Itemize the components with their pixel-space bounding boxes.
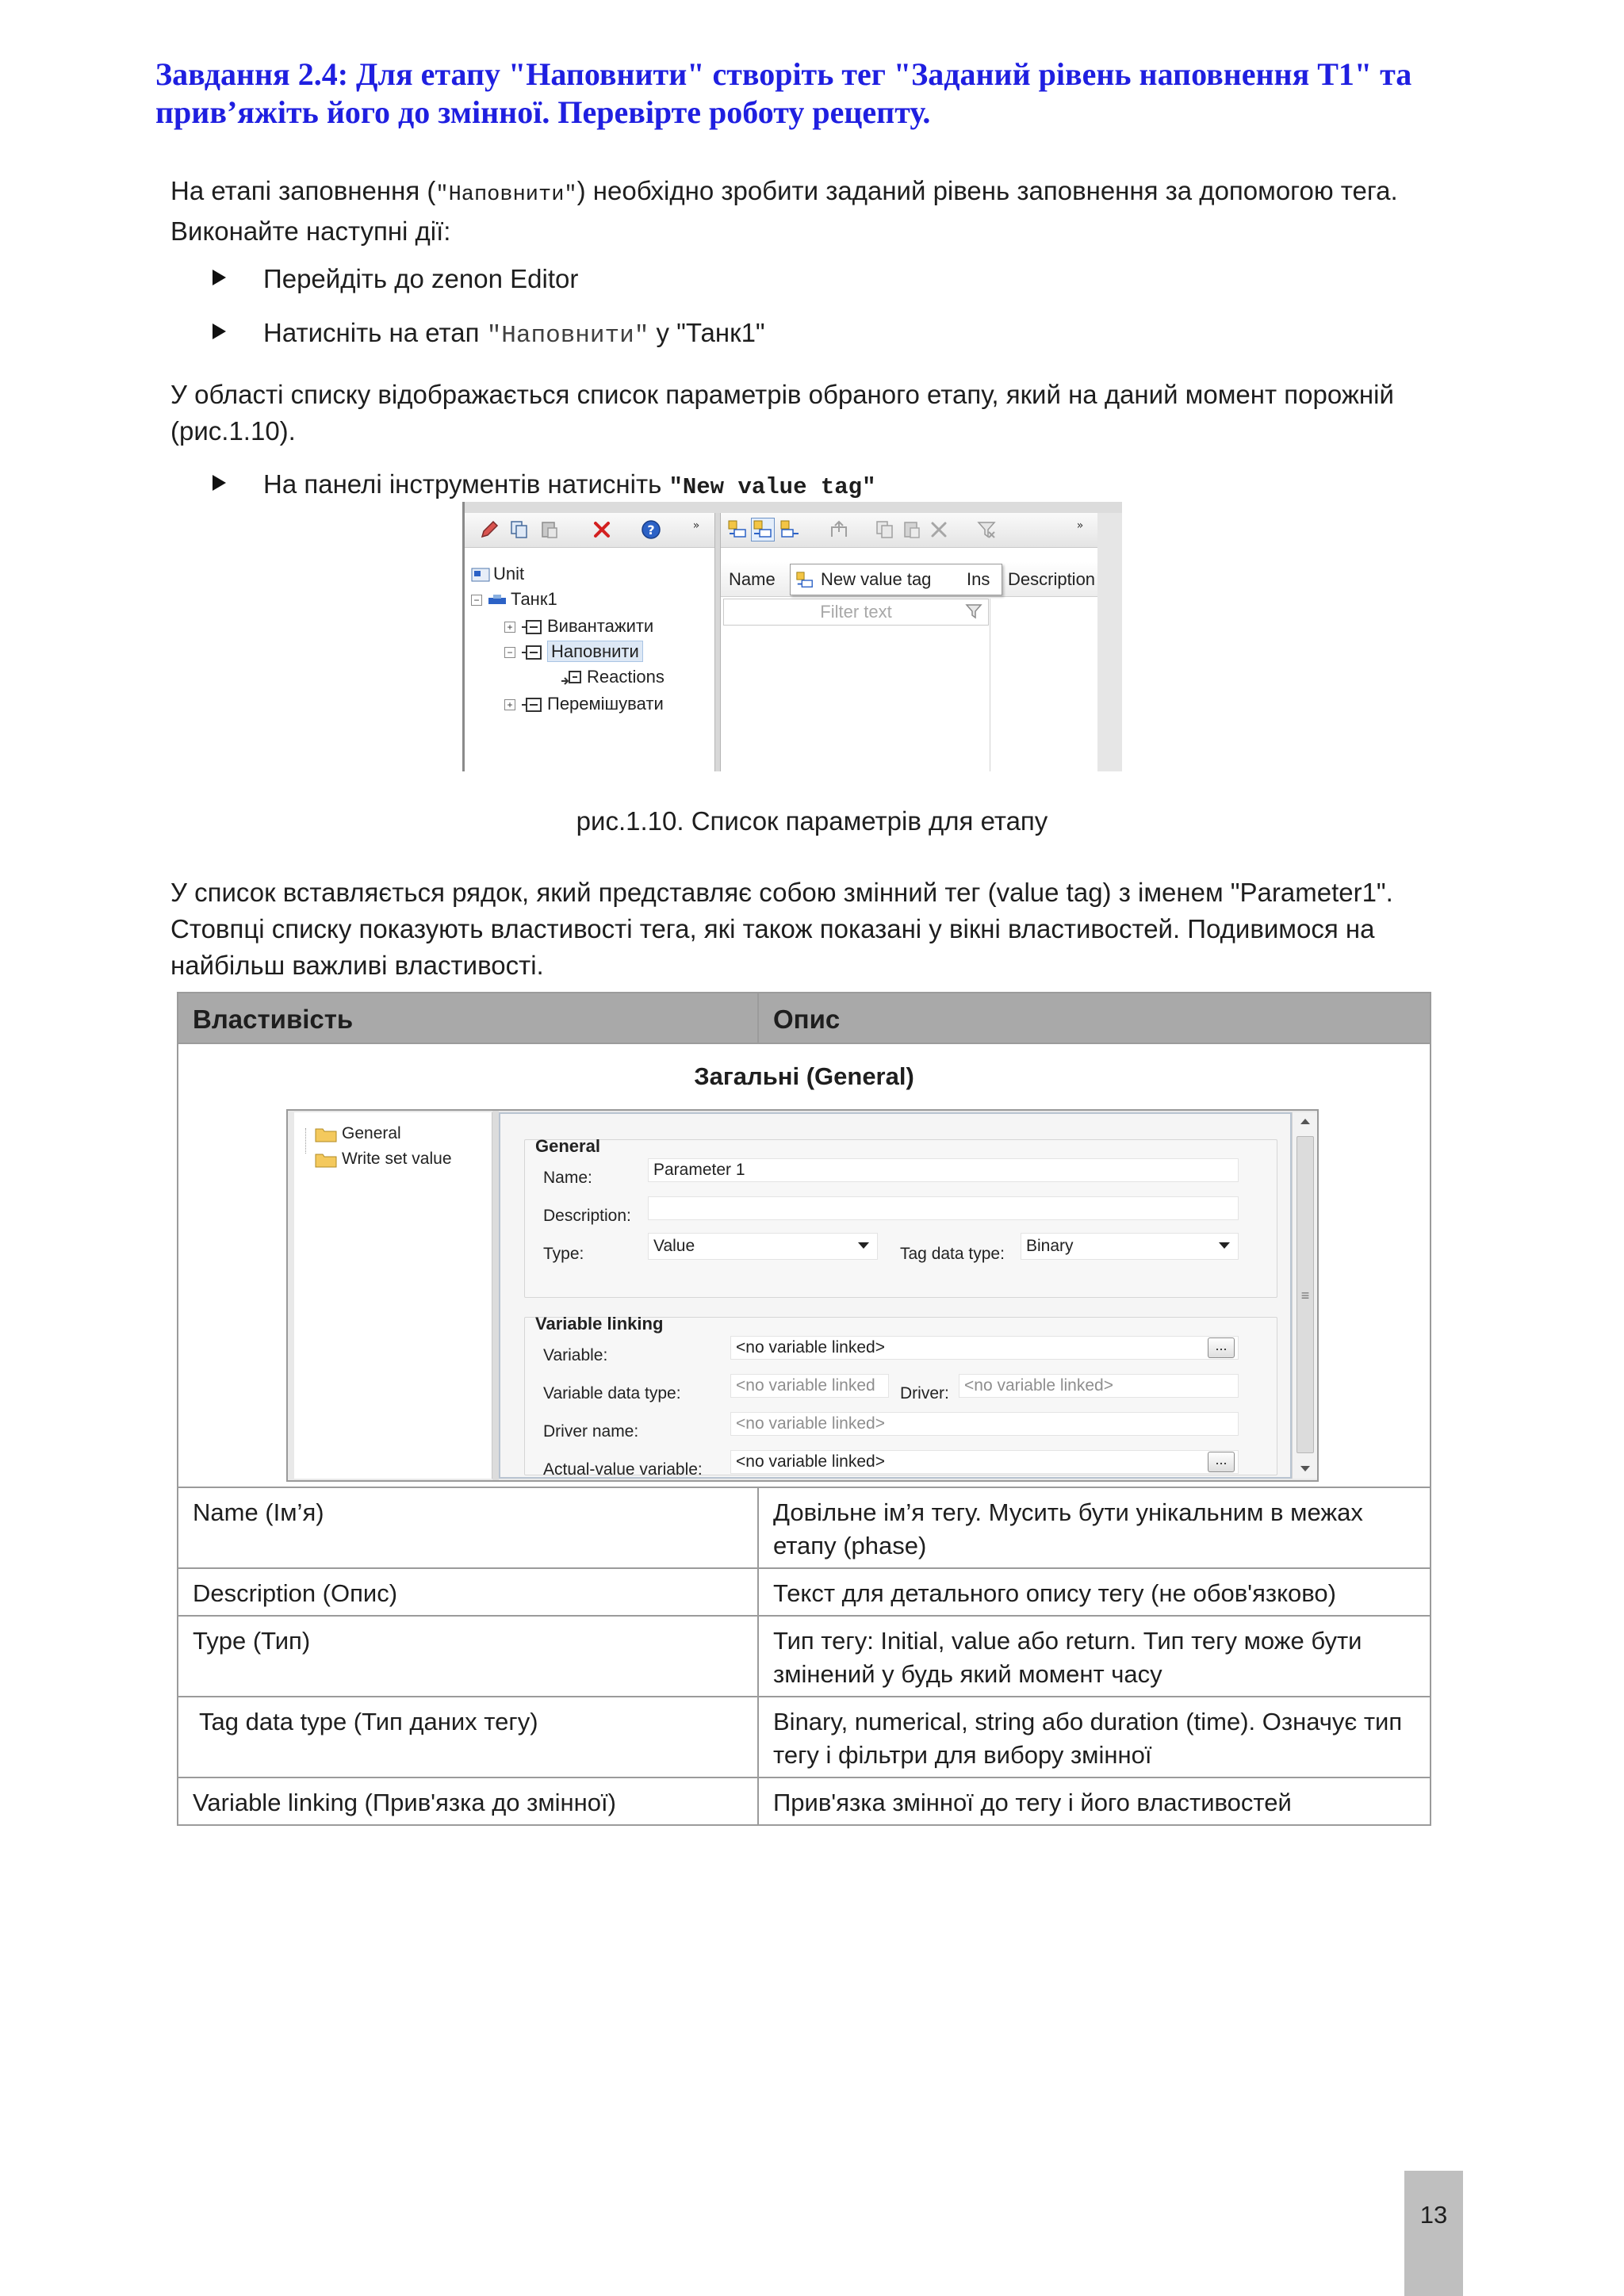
table-row [178, 1568, 1431, 1616]
general-group-title: General [535, 1136, 600, 1156]
tree-label: Unit [493, 564, 525, 584]
tree-node-phase[interactable] [504, 692, 664, 716]
window-right-edge [1097, 513, 1122, 771]
toolbar-overflow-icon[interactable] [690, 518, 703, 538]
description-cell: Прив'язка змінної до тегу і його властивостей [758, 1777, 1431, 1825]
list-area-paragraph: У області списку відображається список параметрів обраного етапу, який на даний момент порожній (рис.1.10). [170, 380, 1394, 446]
type-label: Type: [543, 1245, 584, 1263]
scroll-grip-icon: ≡ [1300, 1288, 1310, 1303]
property-cell: Variable linking (Прив'язка до змінної) [178, 1777, 758, 1825]
actual-value-variable-field[interactable]: <no variable linked> [730, 1450, 1239, 1474]
tree-label: Вивантажити [547, 616, 654, 636]
type-select-value: Value [653, 1237, 695, 1255]
tag-properties-screenshot [286, 1109, 1319, 1482]
intro-text-before: На етапі заповнення ( [170, 176, 436, 205]
help-icon[interactable] [641, 519, 661, 540]
tag-data-type-select[interactable] [1021, 1233, 1239, 1260]
variable-label: Variable: [543, 1346, 608, 1364]
description-field[interactable] [648, 1196, 1239, 1220]
property-cell: Type (Тип) [178, 1616, 758, 1697]
table-row [178, 1616, 1431, 1697]
expand-icon[interactable]: + [504, 699, 515, 710]
bullet-text-before: Натисніть на етап [263, 318, 487, 347]
name-field[interactable]: Parameter 1 [648, 1158, 1239, 1182]
tag-data-type-label: Tag data type: [900, 1245, 1005, 1263]
triangle-bullet-icon [213, 475, 226, 491]
bullet-text [263, 315, 765, 354]
tree-connector [305, 1128, 306, 1154]
paste-icon[interactable] [539, 519, 560, 540]
driver-label: Driver: [900, 1384, 949, 1402]
variable-linking-group-title: Variable linking [535, 1314, 664, 1334]
table-header-row [178, 993, 1431, 1043]
toolbar-overflow-icon[interactable] [1074, 518, 1086, 538]
tree-label: Reactions [587, 667, 665, 687]
tree-node-unit[interactable] [471, 562, 524, 586]
page-number: 13 [1419, 2201, 1448, 2229]
tree-node-write-set-value[interactable] [315, 1142, 452, 1176]
tank-icon [487, 591, 508, 609]
chevron-down-icon [858, 1242, 869, 1249]
folder-icon [315, 1125, 337, 1142]
tree-label: Танк1 [511, 589, 557, 609]
new-value-tag-icon[interactable] [751, 518, 775, 541]
pane-splitter[interactable] [714, 513, 721, 771]
properties-panel [499, 1112, 1292, 1479]
table-row [178, 1777, 1431, 1825]
description-cell: Текст для детального опису тегу (не обов'язково) [758, 1568, 1431, 1616]
svg-text:?: ? [647, 522, 655, 538]
variable-data-type-label: Variable data type: [543, 1384, 681, 1402]
new-value-tag-icon [795, 571, 814, 590]
collapse-icon[interactable]: − [471, 595, 482, 606]
properties-table [177, 992, 1431, 1826]
description-cell: Тип тегу: Initial, value або return. Тип тегу може бути змінений у будь який момент часу [758, 1616, 1431, 1697]
unit-icon [471, 566, 490, 584]
tree-label: Перемішувати [547, 694, 664, 714]
window-top-band [465, 502, 1122, 513]
driver-field: <no variable linked> [959, 1374, 1239, 1398]
intro-code: "Наповнити" [435, 183, 577, 207]
properties-tree [294, 1112, 492, 1479]
property-cell: Tag data type (Тип даних тегу) [178, 1697, 758, 1777]
description-cell: Довільне ім’я тегу. Мусить бути унікальним в межах етапу (phase) [758, 1487, 1431, 1568]
scroll-thumb[interactable] [1297, 1136, 1314, 1453]
table-row [178, 1697, 1431, 1777]
filter-text-input[interactable]: Filter text [723, 599, 989, 626]
svg-text:»: » [692, 519, 700, 532]
reactions-icon [560, 668, 584, 687]
bullet-code: "Наповнити" [486, 322, 649, 350]
scroll-up-arrow-icon[interactable] [1300, 1119, 1310, 1124]
new-initial-tag-icon[interactable] [727, 519, 748, 540]
triangle-bullet-icon [213, 270, 226, 285]
tree-label: Наповнити [547, 641, 643, 662]
variable-browse-button[interactable]: ... [1208, 1337, 1235, 1358]
parameter-list-pane [721, 513, 1097, 771]
tree-toolbar [465, 513, 714, 548]
description-label: Description: [543, 1207, 631, 1225]
delete-icon[interactable] [592, 519, 612, 540]
driver-name-label: Driver name: [543, 1422, 639, 1441]
value-tag-paragraph: У список вставляється рядок, який представляє собою змінний тег (value tag) з іменем "Parameter1". Стовпці списку показують властивості тега, які також показані у вікні властивостей. Подивимося на найбільш важливі властивості. [170, 878, 1393, 980]
driver-name-field: <no variable linked> [730, 1412, 1239, 1436]
tag-data-type-value: Binary [1026, 1237, 1074, 1255]
property-cell: Name (Ім’я) [178, 1487, 758, 1568]
description-cell: Binary, numerical, string або duration (time). Означує тип тегу і фільтри для вибору змінної [758, 1697, 1431, 1777]
header-description: Опис [758, 993, 1431, 1043]
svg-text:»: » [1076, 519, 1084, 532]
chevron-down-icon [1219, 1242, 1230, 1249]
header-property: Властивість [178, 993, 758, 1043]
intro-text-after: ) необхідно зробити заданий рівень заповнення за допомогою тега. Виконайте наступні дії: [170, 176, 1398, 246]
tree-node-phase-selected[interactable] [504, 640, 643, 664]
property-cell: Description (Опис) [178, 1568, 758, 1616]
bullet-code: "New value tag" [668, 474, 876, 500]
figure-caption: рис.1.10. Список параметрів для етапу [576, 806, 1048, 836]
export-icon[interactable] [829, 519, 849, 540]
copy-icon[interactable] [875, 519, 895, 540]
table-row [178, 1487, 1431, 1568]
tree-node-reactions[interactable] [560, 665, 665, 689]
variable-data-type-field: <no variable linked [730, 1374, 889, 1398]
variable-field[interactable]: <no variable linked> [730, 1336, 1239, 1360]
type-select[interactable] [648, 1233, 878, 1260]
collapse-icon[interactable]: − [504, 647, 515, 658]
actual-value-browse-button[interactable]: ... [1208, 1452, 1235, 1472]
filter-reset-icon[interactable] [976, 519, 997, 540]
new-return-tag-icon[interactable] [779, 519, 800, 540]
filter-icon[interactable] [964, 602, 983, 621]
delete-icon[interactable] [929, 519, 949, 540]
phase-icon [520, 618, 544, 637]
triangle-bullet-icon [213, 323, 226, 339]
tree-label: General [342, 1124, 401, 1142]
bullet-text-before: На панелі інструментів натисніть [263, 469, 669, 499]
task-title: Завдання 2.4: Для етапу "Наповнити" створіть тег "Заданий рівень наповнення T1" та прив’яжіть його до змінної. Перевірте роботу рецепту. [155, 56, 1412, 130]
column-description-header[interactable]: Description [1008, 569, 1096, 589]
expand-icon[interactable]: + [504, 622, 515, 633]
folder-icon [315, 1150, 337, 1168]
paste-icon[interactable] [902, 519, 922, 540]
phase-icon [520, 695, 544, 714]
vertical-scrollbar[interactable] [1292, 1112, 1319, 1479]
tooltip-label: New value tag [821, 569, 932, 589]
tree-node-tank[interactable] [471, 587, 557, 611]
general-section-row [178, 1043, 1431, 1487]
copy-icon[interactable] [509, 519, 530, 540]
intro-paragraph [170, 173, 1455, 250]
bullet-text: Перейдіть до zenon Editor [263, 264, 579, 293]
tooltip-shortcut: Ins [967, 569, 990, 589]
general-section-cell [178, 1043, 1431, 1487]
bullet-text [263, 466, 875, 506]
name-label: Name: [543, 1169, 592, 1187]
tree-label: Write set value [342, 1150, 452, 1168]
scroll-down-arrow-icon[interactable] [1300, 1466, 1310, 1471]
actual-value-variable-label: Actual-value variable: [543, 1460, 703, 1479]
column-name-header[interactable]: Name [729, 569, 776, 589]
pane-splitter[interactable] [492, 1111, 499, 1482]
general-section-heading: Загальні (General) [694, 1062, 914, 1090]
edit-pencil-icon[interactable] [479, 519, 500, 540]
bullet-text-after: у "Танк1" [649, 318, 765, 347]
phase-parameter-list-screenshot [462, 502, 1122, 771]
page-number-box [1404, 2171, 1463, 2296]
new-value-tag-tooltip [790, 564, 1002, 595]
phase-icon [520, 643, 544, 662]
tree-node-phase[interactable] [504, 614, 653, 638]
list-toolbar [721, 513, 1097, 548]
